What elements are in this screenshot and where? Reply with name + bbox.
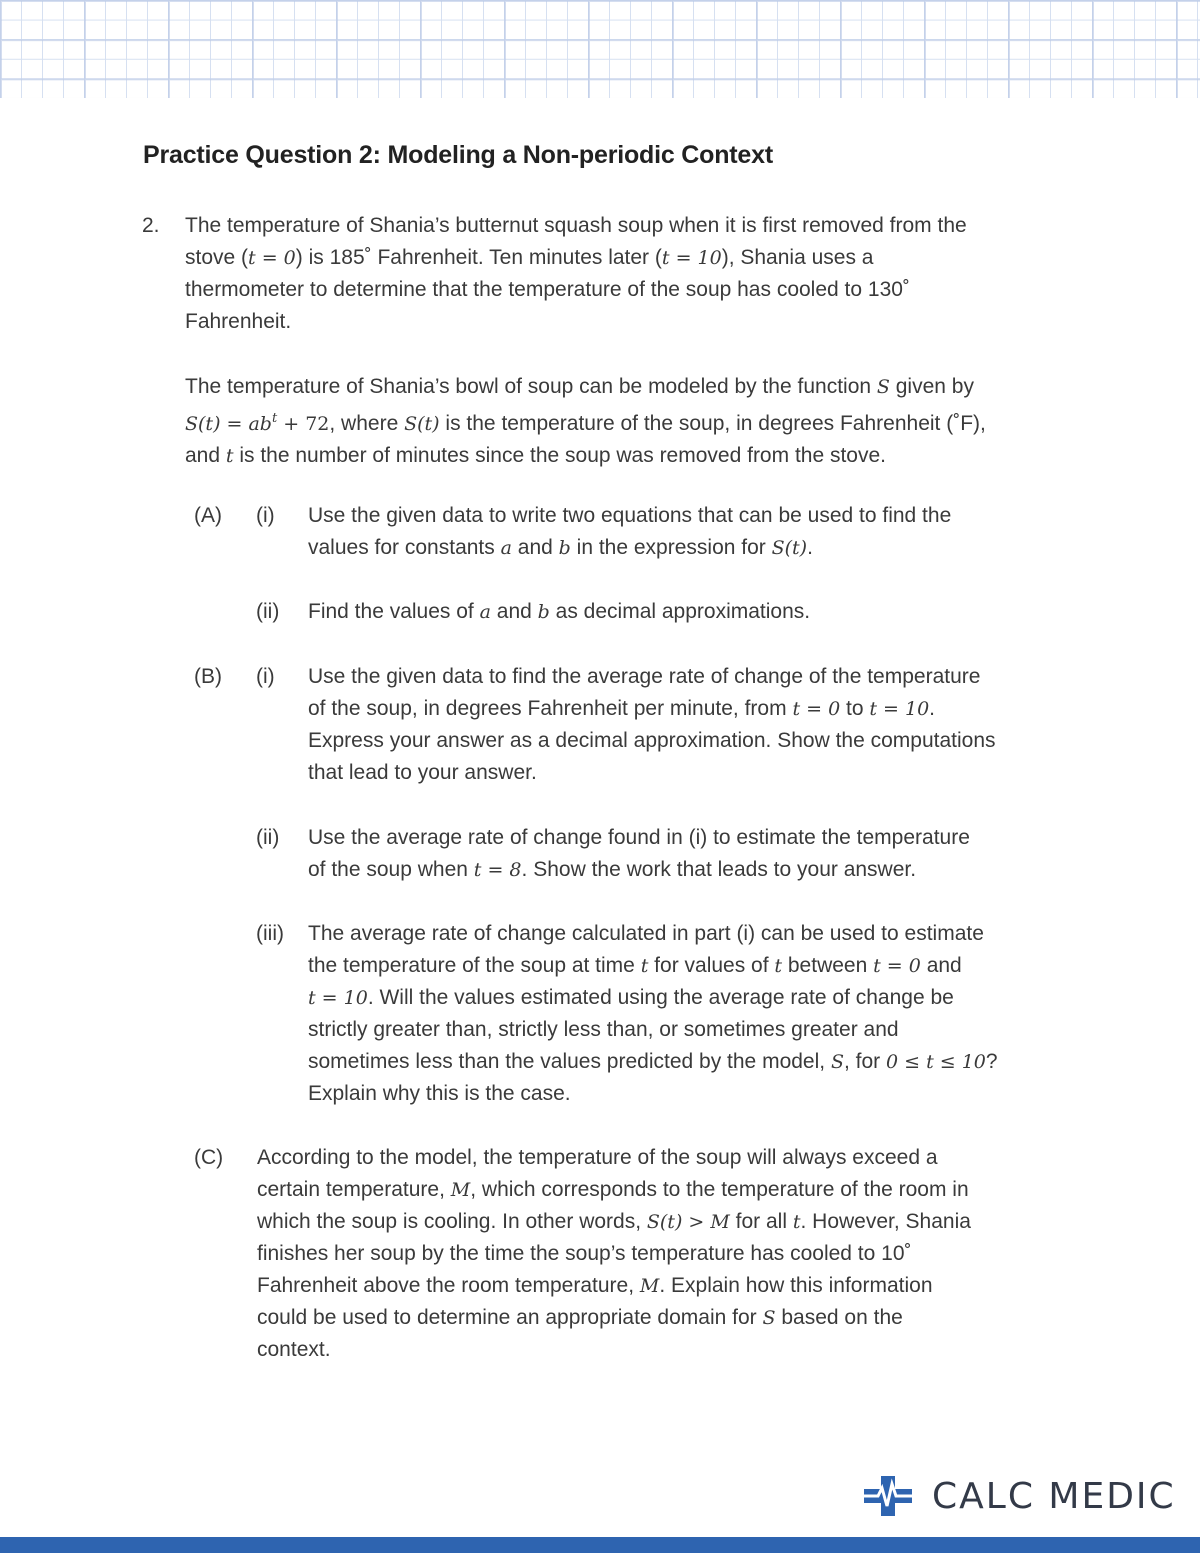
part-a-ii-label: (ii)	[256, 600, 280, 623]
part-a-i-text: Use the given data to write two equations that can be used to find the values for constants a and b in the expression for S(t).	[308, 504, 952, 559]
part-b-iii-label: (iii)	[256, 922, 284, 945]
part-a-label: (A)	[194, 504, 222, 527]
graph-paper-header	[0, 0, 1200, 98]
part-b-ii-text: Use the average rate of change found in (i) to estimate the temperature of the soup when t = 8. Show the work that leads to your answer.	[308, 826, 970, 881]
model-line: and t is the number of minutes since the soup was removed from the stove.	[185, 444, 886, 467]
model-line: $S(t) = ab^t + 72$, where S(t) is the temperature of the soup, in degrees Fahrenheit (˚F),	[185, 411, 986, 435]
page-title: Practice Question 2: Modeling a Non-periodic Context	[143, 141, 773, 169]
part-c-text: According to the model, the temperature of the soup will always exceed a certain temperature, M, which corresponds to the temperature of the room in which the soup is cooling. In other words, S(t) > M for all t. However, Shania finishes her soup by the time the soup’s temperature has cooled to 10˚ Fahrenheit above the room temperature, M. Explain how this information could be used to determine an appropriate domain for S based on the context.	[257, 1146, 971, 1361]
intro-line: Fahrenheit.	[185, 310, 292, 333]
intro-line: thermometer to determine that the temperature of the soup has cooled to 130˚	[185, 278, 910, 301]
footer-bar	[0, 1537, 1200, 1553]
calc-medic-logo	[862, 1474, 1182, 1518]
logo-text: CALC MEDIC	[932, 1476, 1176, 1517]
intro-line: stove (t = 0) is 185˚ Fahrenheit. Ten minutes later (t = 10), Shania uses a	[185, 246, 874, 269]
part-b-i-text: Use the given data to find the average rate of change of the temperature of the soup, in degrees Fahrenheit per minute, from t = 0 to t = 10. Express your answer as a decimal approximation. Show the computations that lead to your answer.	[308, 665, 996, 784]
part-b-iii-text: The average rate of change calculated in part (i) can be used to estimate the temperature of the soup at time t for values of t between t = 0 and t = 10. Will the values estimated using the average rate of change be strictly greater than, strictly less than, or sometimes greater and sometimes less than the values predicted by the model, S, for 0 ≤ t ≤ 10? Explain why this is the case.	[308, 922, 998, 1105]
part-c-label: (C)	[194, 1146, 224, 1169]
medical-plus-chart-icon	[862, 1474, 914, 1518]
part-b-label: (B)	[194, 665, 222, 688]
question-number: 2.	[142, 214, 160, 237]
part-b-i-label: (i)	[256, 665, 275, 688]
part-a-ii-text: Find the values of a and b as decimal approximations.	[308, 600, 811, 623]
intro-line: The temperature of Shania’s butternut squash soup when it is first removed from the	[185, 214, 967, 237]
model-line: The temperature of Shania’s bowl of soup can be modeled by the function S given by	[185, 375, 974, 398]
part-a-i-label: (i)	[256, 504, 275, 527]
part-b-ii-label: (ii)	[256, 826, 280, 849]
model-paragraph	[185, 371, 1145, 472]
intro-paragraph	[185, 210, 1145, 338]
